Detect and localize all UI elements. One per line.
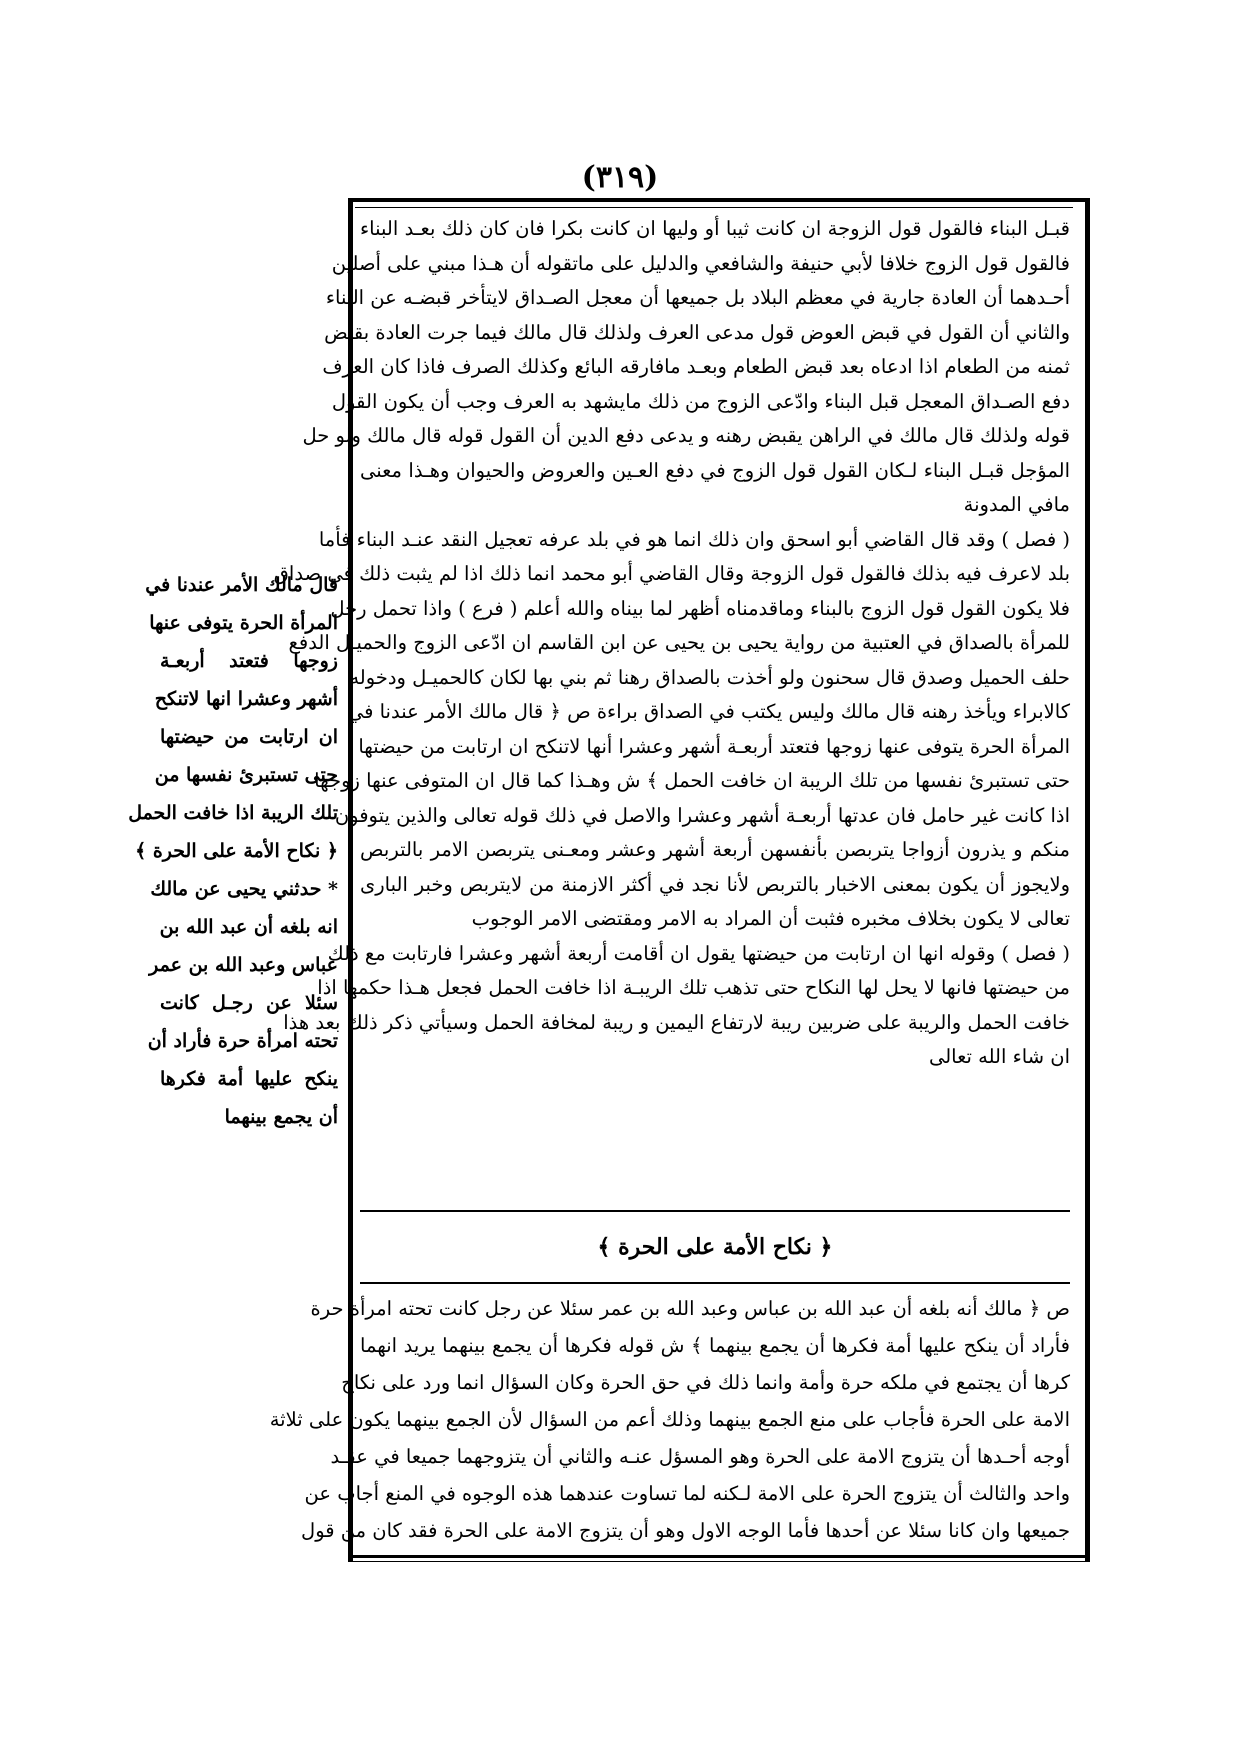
margin-line: أن يجمع بينهما [224, 1106, 338, 1128]
commentary-line: المرأة الحرة يتوفى عنها زوجها فتعتد أربعـة أشهر وعشرا أنها لاتنكح ان ارتابت من حيضتها [358, 734, 1070, 758]
commentary-line: فلا يكون القول قول الزوج بالبناء وماقدمناه أظهر لما بيناه والله أعلم ( فرع ) واذا تحمل رجل [330, 596, 1070, 620]
margin-line: تحته امرأة حرة فأراد أن [147, 1030, 338, 1052]
frame-inner-rule [355, 207, 1073, 208]
margin-line: قال مالك الأمر عندنا في [145, 574, 338, 596]
commentary-line: ثمنه من الطعام اذا ادعاه بعد قبض الطعام وبعـد مافارقه البائع وكذلك الصرف فاذا كان العرف [322, 355, 1070, 378]
margin-line: * حدثني يحيى عن مالك [150, 878, 338, 900]
commentary-line: ( فصل ) وقوله انها ان ارتابت من حيضتها يقول ان أقامت أربعة أشهر وعشرا فارتابت مع ذلك [327, 941, 1070, 965]
margin-line: أشهر وعشرا انها لاتنكح [154, 688, 338, 710]
commentary-line: حلف الحميل وصدق قال سحنون ولو أخذت بالصداق رهنا ثم بني بها لكان كالحميـل ودخوله [349, 665, 1070, 689]
commentary-line: قوله ولذلك قال مالك في الراهن يقبض رهنه و يدعى دفع الدين أن القول قوله قال مالك ولو حل [302, 424, 1070, 447]
commentary-line: حتى تستبرئ نفسها من تلك الريبة ان خافت الحمل ﴾ ش وهـذا كما قال ان المتوفى عنها زوجها [314, 769, 1070, 792]
margin-line: ان ارتابت من حيضتها [160, 726, 338, 748]
margin-line: عباس وعبد الله بن عمر [149, 954, 338, 976]
commentary-line: ( فصل ) وقد قال القاضي أبو اسحق وان ذلك انما هو في بلد عرفه تعجيل النقد عنـد البناء فأما [318, 527, 1070, 551]
commentary-line: والثاني أن القول في قبض العوض قول مدعى العرف ولذلك قال مالك فيما جرت العادة بقبض [324, 320, 1070, 344]
margin-line: سئلا عن رجـل كانت [160, 992, 338, 1014]
chapter-line: ص ﴿ مالك أنه بلغه أن عبد الله بن عباس وعبد الله بن عمر سئلا عن رجل كانت تحته امرأة حرة [310, 1297, 1070, 1320]
margin-line: حتى تستبرئ نفسها من [154, 764, 338, 786]
commentary-line: دفع الصـداق المعجل قبل البناء وادّعى الزوج من ذلك مايشهد به العرف وجب أن يكون القول [331, 389, 1070, 413]
commentary-line: خافت الحمل والريبة على ضربين ريبة لارتفاع اليمين و ريبة لمخافة الحمل وسيأتي ذكر ذلك بعد هذا [283, 1010, 1070, 1034]
commentary-text [273, 212, 1070, 1075]
commentary-line: فالقول قول الزوج خلافا لأبي حنيفة والشافعي والدليل على ماتقوله أن هـذا مبني على أصلين [331, 251, 1070, 275]
page-number: (٣١٩) [581, 160, 659, 195]
commentary-line: من حيضتها فانها لا يحل لها النكاح حتى تذهب تلك الريبـة اذا خافت الحمل فجعل هـذا حكمها اذا [317, 976, 1070, 999]
commentary-line: مافي المدونة [963, 493, 1070, 516]
chapter-line: كرها أن يجتمع في ملكه حرة وأمة وانما ذلك في حق الحرة وكان السؤال انما ورد على نكاح [341, 1371, 1070, 1394]
chapter-line: الامة على الحرة فأجاب على منع الجمع بينهما وذلك أعم من السؤال لأن الجمع بينهما يكون على ثلاثة [269, 1408, 1070, 1431]
chapter-body-text [269, 1290, 1070, 1549]
margin-line: ﴿ نكاح الأمة على الحرة ﴾ [135, 840, 338, 862]
chapter-line: أوجه أحـدها أن يتزوج الامة على الحرة وهو المسؤل عنـه والثاني أن يتزوجهما جميعا في عقـد [330, 1445, 1070, 1468]
chapter-line: فأراد أن ينكح عليها أمة فكرها أن يجمع بينهما ﴾ ش قوله فكرها أن يجمع بينهما يريد انهما [360, 1334, 1070, 1357]
margin-line: زوجها فتعتد أربعـة [160, 650, 338, 672]
commentary-line: أحـدهما أن العادة جارية في معظم البلاد بل جميعها أن معجل الصـداق لايتأخر قبضـه عن البناء [325, 286, 1070, 309]
commentary-line: المؤجل قبـل البناء لـكان القول قول الزوج في دفع العـين والعروض والحيوان وهـذا معنى [360, 458, 1070, 482]
margin-line: المرأة الحرة يتوفى عنها [149, 612, 338, 634]
chapter-separator-bottom [360, 1282, 1070, 1284]
commentary-line: ولايجوز أن يكون بمعنى الاخبار بالتربص لأنا نجد في أكثر الازمنة من لايتربص وخبر البارى [360, 872, 1070, 896]
frame-bottom-rule [348, 1555, 1090, 1558]
margin-line: تلك الريبة اذا خافت الحمل [128, 802, 338, 824]
commentary-line: اذا كانت غير حامل فان عدتها أربعـة أشهر وعشرا والاصل في ذلك قوله تعالى والذين يتوفون [334, 803, 1070, 827]
chapter-line: جميعها وان كانا سئلا عن أحدها فأما الوجه الاول وهو أن يتزوج الامة على الحرة فقد كان من قول [301, 1519, 1070, 1542]
margin-line: انه بلغه أن عبد الله بن [159, 916, 338, 938]
commentary-line: ان شاء الله تعالى [928, 1045, 1070, 1068]
frame-bottom-rule-thin [348, 1561, 1090, 1562]
margin-line: ينكح عليها أمة فكرها [160, 1068, 338, 1090]
commentary-line: بلد لاعرف فيه بذلك فالقول قول الزوجة وقال القاضي أبو محمد انما ذلك اذا لم يثبت ذلك في صداق [273, 562, 1070, 585]
margin-hadith-text [128, 566, 338, 1136]
chapter-separator-top [360, 1210, 1070, 1212]
commentary-line: كالابراء ويأخذ رهنه قال مالك وليس يكتب في الصداق براءة ص ﴿ قال مالك الأمر عندنا في [347, 700, 1070, 723]
commentary-line: للمرأة بالصداق في العتبية من رواية يحيى بن يحيى عن ابن القاسم ان ادّعى الزوج والحميـل الدفع [288, 631, 1070, 654]
chapter-heading: ﴿ نكاح الأمة على الحرة ﴾ [597, 1234, 833, 1260]
chapter-line: واحد والثالث أن يتزوج الحرة على الامة لـكنه لما تساوت عندهما هذه الوجوه في المنع أجاب عن [304, 1482, 1070, 1505]
commentary-line: قبـل البناء فالقول قول الزوجة ان كانت ثيبا أو وليها ان كانت بكرا فان كان ذلك بعـد البناء [360, 217, 1070, 240]
commentary-line: منكم و يذرون أزواجا يتربصن بأنفسهن أربعة أشهر وعشر ومعـنى يتربصن الامر بالتربص [360, 838, 1070, 861]
commentary-line: تعالى لا يكون بخلاف مخبره فثبت أن المراد به الامر ومقتضى الامر الوجوب [471, 907, 1070, 930]
